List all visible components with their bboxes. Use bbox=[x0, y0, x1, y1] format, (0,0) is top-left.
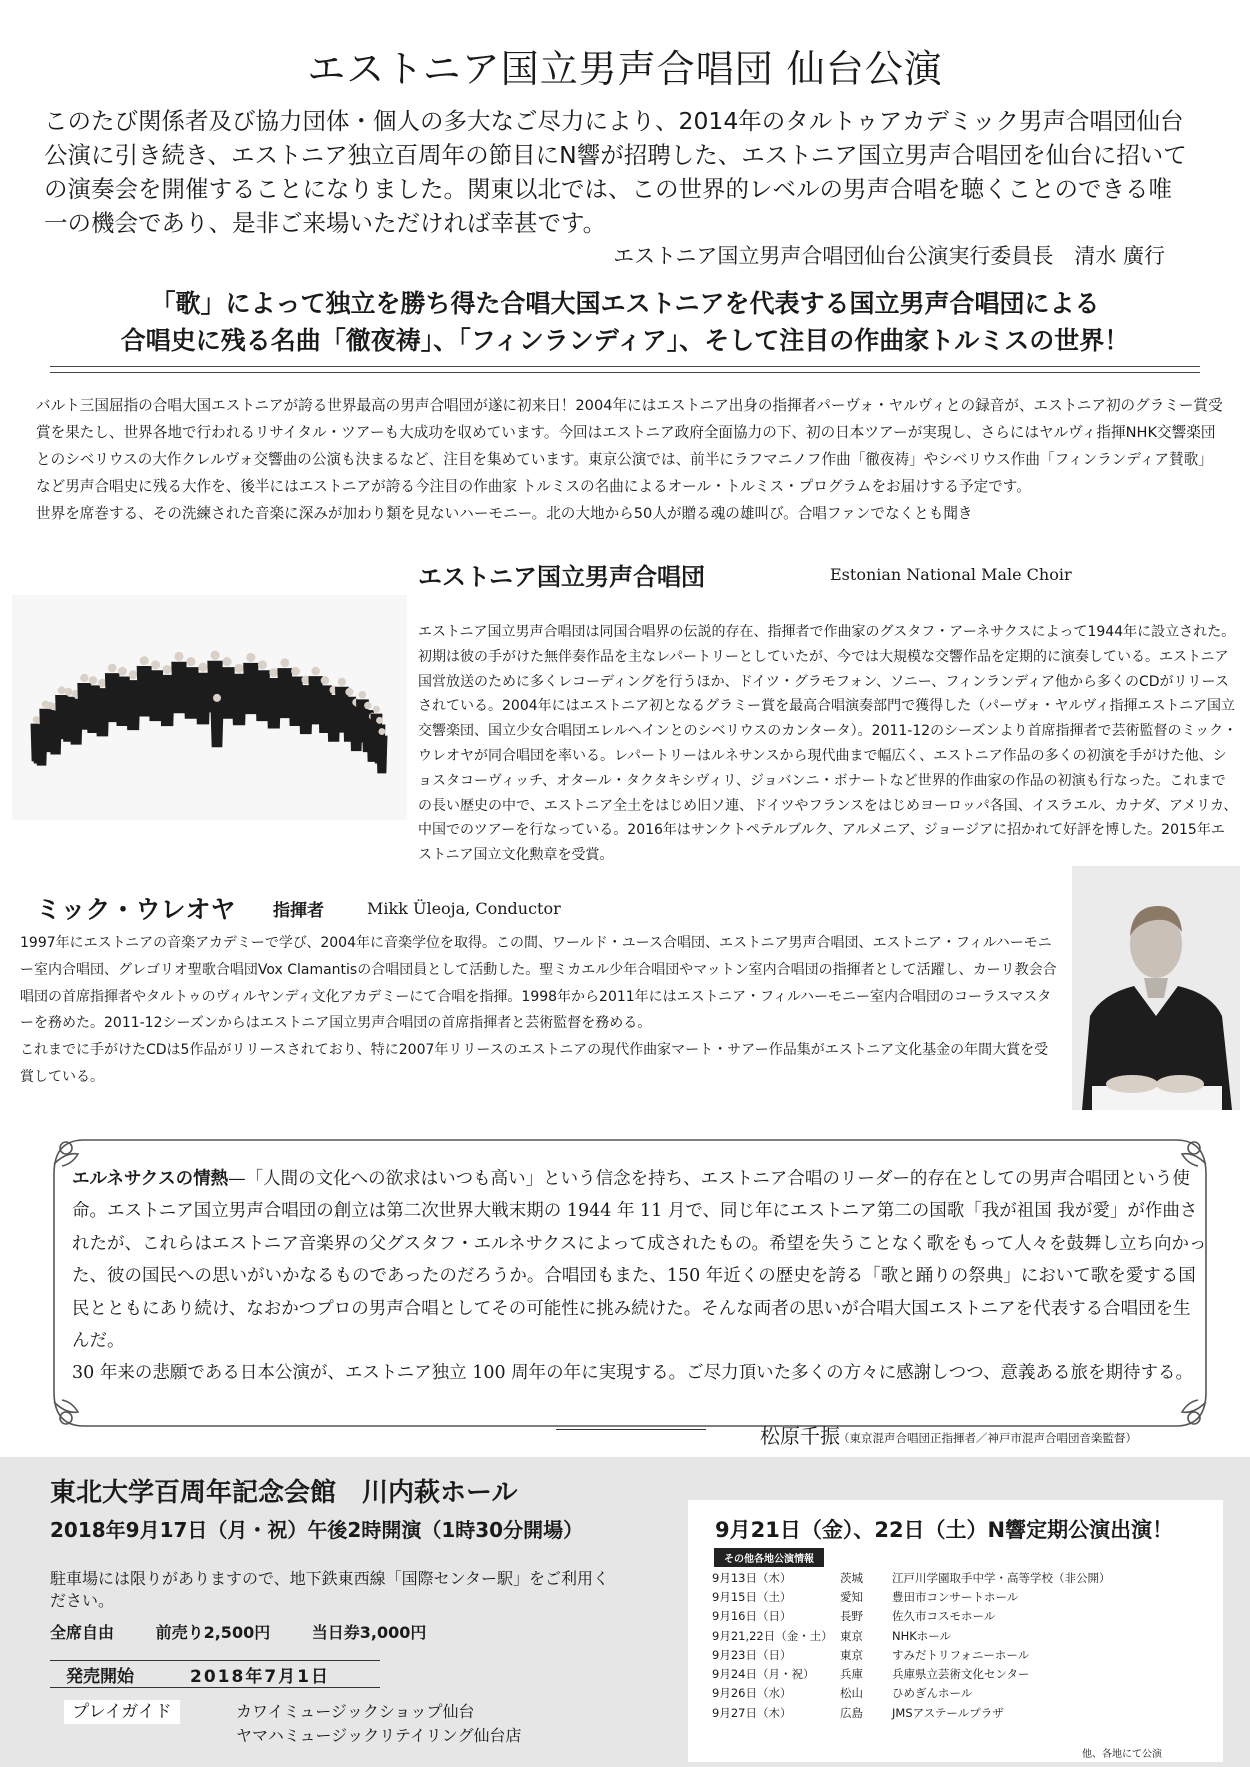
guide-shop-2: ヤマハミュージックリテイリング仙台店 bbox=[236, 1726, 522, 1745]
tour-row bbox=[712, 1664, 1111, 1683]
divider-bottom bbox=[50, 372, 1200, 373]
intro-paragraph: このたび関係者及び協力団体・個人の多大なご尽力により、2014年のタルトゥアカデミック男声合唱団仙台公演に引き続き、エストニア独立百周年の節目にN響が招聘した、エストニア国立男声合唱団を仙台に招いての演奏会を開催することになりました。関東以北では、この世界的レベルの男声合唱を聴くことのできる唯一の機会であり、是非ご来場いただければ幸甚です。 bbox=[44, 107, 1187, 237]
tour-venue: 江戸川学園取手中学・高等学校（非公開） bbox=[892, 1570, 1111, 1585]
tour-subheading: その他各地公演情報 bbox=[714, 1548, 824, 1567]
sale-start-date: 2018年7月1日 bbox=[190, 1667, 330, 1687]
tour-venue: すみだトリフォニーホール bbox=[892, 1647, 1030, 1662]
essay-paragraph-2: 30 年来の悲願である日本公演が、エストニア独立 100 周年の年に実現する。ご尽力頂いた多くの方々に感謝しつつ、意義ある旅を期待する。 bbox=[72, 1363, 1193, 1384]
tour-date: 9月16日（日） bbox=[712, 1609, 792, 1624]
venue-date: 2018年9月17日（月・祝）午後2時開演（1時30分開場） bbox=[50, 1518, 584, 1542]
conductor-name: ミック・ウレオヤ bbox=[36, 895, 236, 924]
tour-pref: 広島 bbox=[840, 1705, 863, 1720]
tour-pref: 兵庫 bbox=[840, 1667, 863, 1682]
conductor-portrait-image bbox=[1072, 866, 1240, 1110]
essay-signature: 松原千振 bbox=[760, 1424, 840, 1448]
essay-text bbox=[72, 1163, 1207, 1390]
tour-venue: ひめぎんホール bbox=[892, 1686, 973, 1701]
headline-line-1: 「歌」によって独立を勝ち得た合唱大国エストニアを代表する国立男声合唱団による bbox=[150, 289, 1100, 318]
tour-row bbox=[712, 1587, 1111, 1606]
conductor-bio-2: これまでに手がけたCDは5作品がリリースされており、特に2007年リリースのエストニアの現代作曲家マート・サアー作品集がエストニア文化基金の年間大賞を受賞している。 bbox=[20, 1042, 1049, 1085]
play-guide-shops bbox=[236, 1700, 521, 1748]
lead-text-2: 世界を席巻する、その洗練された音楽に深みが加わり類を見ないハーモニー。北の大地から50人が贈る魂の雄叫び。合唱ファンでなくとも聞き bbox=[36, 505, 973, 522]
page-title: エストニア国立男声合唱団 仙台公演 bbox=[307, 47, 943, 91]
conductor-bio bbox=[20, 930, 1060, 1091]
choir-photo-image bbox=[12, 595, 407, 820]
tour-date: 9月23日（日） bbox=[712, 1647, 792, 1662]
tour-venue: JMSアステールプラザ bbox=[892, 1705, 1004, 1720]
tour-pref: 松山 bbox=[840, 1686, 863, 1701]
essay-paragraph-1 bbox=[72, 1163, 1207, 1357]
tour-venue: 兵庫県立芸術文化センター bbox=[892, 1667, 1030, 1682]
tour-row bbox=[712, 1684, 1111, 1703]
lead-paragraph bbox=[36, 392, 1226, 527]
headline bbox=[0, 285, 1250, 359]
conductor-role: 指揮者 bbox=[273, 901, 324, 921]
choir-heading: エストニア国立男声合唱団 bbox=[418, 563, 706, 591]
choir-heading-en: Estonian National Male Choir bbox=[830, 565, 1072, 584]
guide-shop-1: カワイミュージックショップ仙台 bbox=[236, 1702, 475, 1721]
tour-venue: 佐久市コスモホール bbox=[892, 1609, 996, 1624]
tour-row bbox=[712, 1607, 1111, 1626]
tour-row bbox=[712, 1645, 1111, 1664]
tour-date: 9月26日（水） bbox=[712, 1686, 792, 1701]
tour-venue: NHKホール bbox=[892, 1628, 952, 1643]
conductor-name-en: Mikk Üleoja, Conductor bbox=[367, 899, 561, 918]
choir-photo bbox=[12, 595, 407, 820]
choir-bio: エストニア国立男声合唱団は同国合唱界の伝説的存在、指揮者で作曲家のグスタフ・アーネサクスによって1944年に設立された。初期は彼の手がけた無伴奏作品を主なレパートリーとしていたが、今では大規模な交響作品を定期的に演奏している。エストニア国営放送のために多くレコーディングを行うほか、ドイツ・グラモフォン、ソニー、フィンランディア他から多くのCDがリリースされている。2004年にはエストニア初となるグラミー賞を最高合唱演奏部門で獲得した（パーヴォ・ヤルヴィ指揮エストニア国立交響楽団、国立少女合唱団エレルヘインとのシベリウスのカンタータ）。2011-12のシーズンより首席指揮者で芸術監督のミック・ウレオヤが同合唱団を率いる。レパートリーはルネサンスから現代曲まで幅広く、エストニア作品の多くの初演を手がけた他、ショスタコーヴィッチ、オタール・タクタキシヴィリ、ジョバンニ・ボナートなど世界的作曲家の作品の初演も行なった。これまでの長い歴史の中で、エストニア全土をはじめ旧ソ連、ドイツやフランスをはじめヨーロッパ各国、イスラエル、カナダ、アメリカ、中国でのツアーを行なっている。2016年はサンクトペテルブルク、アルメニア、ジョージアに招かれて好評を博した。2015年エストニア国立文化勲章を受賞。 bbox=[418, 624, 1238, 864]
door-price: 当日券3,000円 bbox=[311, 1623, 427, 1642]
tour-row bbox=[712, 1626, 1111, 1645]
headline-line-2: 合唱史に残る名曲「徹夜祷」、「フィンランディア」、そして注目の作曲家トルミスの世界！ bbox=[120, 326, 1130, 355]
tour-pref: 長野 bbox=[840, 1609, 863, 1624]
divider-top bbox=[50, 366, 1200, 367]
tour-heading: 9月21日（金）、22日（土）N響定期公演出演！ bbox=[715, 1518, 1174, 1542]
tour-date: 9月15日（土） bbox=[712, 1589, 792, 1604]
tour-venue: 豊田市コンサートホール bbox=[892, 1589, 1019, 1604]
tour-row bbox=[712, 1568, 1111, 1587]
tour-row bbox=[712, 1703, 1111, 1722]
committee-signature: エストニア国立男声合唱団仙台公演実行委員長 清水 廣行 bbox=[613, 244, 1165, 268]
essay-signature-rule bbox=[556, 1429, 706, 1430]
tour-date: 9月13日（木） bbox=[712, 1570, 792, 1585]
tour-table bbox=[712, 1568, 1111, 1722]
parking-note: 駐車場には限りがありますので、地下鉄東西線「国際センター駅」をご利用ください。 bbox=[50, 1569, 610, 1610]
seating-label: 全席自由 bbox=[50, 1623, 115, 1642]
lead-text-1: バルト三国屈指の合唱大国エストニアが誇る世界最高の男声合唱団が遂に初来日！2004年にはエストニア出身の指揮者パーヴォ・ヤルヴィとの録音が、エストニア初のグラミー賞受賞を果たし、世界各地で行われるリサイタル・ツアーも大成功を収めています。今回はエストニア政府全面協力の下、初の日本ツアーが実現し、さらにはヤルヴィ指揮NHK交響楽団とのシベリウスの大作クレルヴォ交響曲の公演も決まるなど、注目を集めています。東京公演では、前半にラフマニノフ作曲「徹夜祷」やシベリウス作曲「フィンランディア賛歌」など男声合唱史に残る大作を、後半にはエストニアが誇る今注目の作曲家 トルミスの名曲によるオール・トルミス・プログラムをお届けする予定です。 bbox=[36, 397, 1223, 495]
tour-pref: 茨城 bbox=[840, 1570, 863, 1585]
essay-paragraph-1-text: —「人間の文化への欲求はいつも高い」という信念を持ち、エストニア合唱のリーダー的存在としての男声合唱団という使命。エストニア国立男声合唱団の創立は第二次世界大戦末期の 1944 年 11 月で、同じ年にエストニア第二の国歌「我が祖国 我が愛」が作曲されたが、これらはエストニア音楽界の父グスタフ・エルネサクスによって成されたもの。希望を失うことなく歌をもって人々を鼓舞し立ち向かった、彼の国民への思いがいかなるものであったのだろうか。合唱団もまた、150 年近くの歴史を誇る「歌と踊りの祭典」において歌を愛する国民とともにあり続け、なおかつプロの男声合唱としてその可能性に挑み続けた。そんな両者の思いが合唱大国エストニアを代表する合唱団を生んだ。 bbox=[72, 1169, 1207, 1352]
tour-date: 9月27日（木） bbox=[712, 1705, 792, 1720]
conductor-portrait bbox=[1072, 866, 1240, 1110]
advance-price: 前売り2,500円 bbox=[155, 1623, 271, 1642]
tour-pref: 愛知 bbox=[840, 1589, 863, 1604]
conductor-bio-1: 1997年にエストニアの音楽アカデミーで学び、2004年に音楽学位を取得。この間、ワールド・ユース合唱団、エストニア男声合唱団、エストニア・フィルハーモニー室内合唱団、グレゴリオ聖歌合唱団Vox Clamantisの合唱団員として活動した。聖ミカエル少年合唱団やマットン室内合唱団の指揮者として活躍し、カーリ教会合唱団の首席指揮者やタルトゥのヴィルヤンディ文化アカデミーにて合唱を指揮。1998年から2011年にはエストニア・フィルハーモニー室内合唱団のコーラスマスターを務めた。2011-12シーズンからはエストニア国立男声合唱団の首席指揮者と芸術監督を務める。 bbox=[20, 935, 1057, 1032]
tour-pref: 東京 bbox=[840, 1628, 863, 1643]
essay-lead: エルネサクスの情熱 bbox=[72, 1169, 229, 1189]
venue-name: 東北大学百周年記念会館 川内萩ホール bbox=[50, 1478, 518, 1508]
ticket-prices bbox=[50, 1620, 462, 1643]
tour-other-note: 他、各地にて公演 bbox=[1082, 1749, 1162, 1760]
essay-affiliation: （東京混声合唱団正指揮者／神戸市混声合唱団音楽監督） bbox=[838, 1431, 1137, 1445]
tour-pref: 東京 bbox=[840, 1647, 863, 1662]
sale-start-label: 発売開始 bbox=[66, 1667, 134, 1687]
tour-date: 9月21,22日（金・土） bbox=[712, 1628, 833, 1643]
tour-date: 9月24日（月・祝） bbox=[712, 1667, 815, 1682]
play-guide-label: プレイガイド bbox=[64, 1700, 180, 1724]
